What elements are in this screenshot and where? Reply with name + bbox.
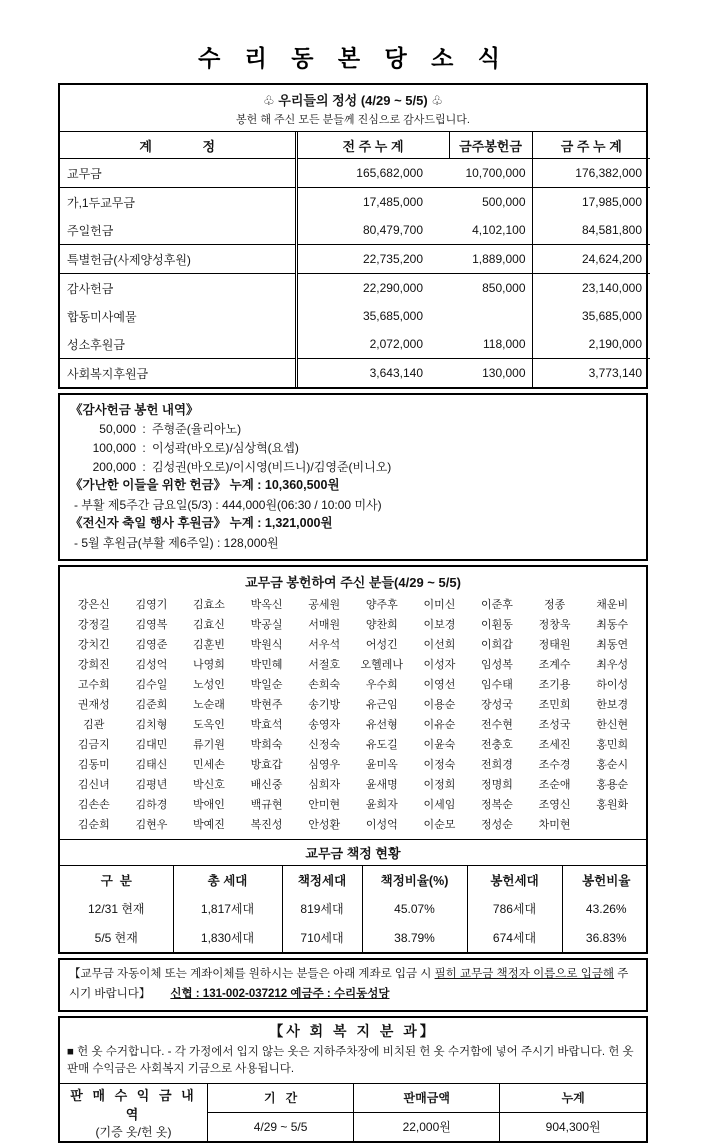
this-week-offering: 10,700,000 [449, 159, 532, 188]
donor-name: 김효소 [193, 599, 225, 612]
donor-name: 강희진 [77, 659, 110, 672]
donor-name: 송영자 [308, 719, 341, 732]
sales-period-value: 4/29 ~ 5/5 [208, 1112, 354, 1140]
assessment-title: 교무금 책정 현황 [60, 839, 646, 866]
donor-name: 김영기 [135, 599, 168, 612]
donor-name: 조민희 [538, 699, 571, 712]
thanks-detail-box [58, 393, 648, 561]
notice-underlined-text: 필히 교무금 책정자 이름으로 입금해 [434, 968, 615, 981]
donor-name: 박공실 [250, 619, 283, 632]
account-label: 감사헌금 [60, 274, 296, 303]
offering-row [60, 359, 650, 388]
donor-name: 김영복 [135, 619, 168, 632]
donor-name: 서매원 [308, 619, 341, 632]
assessment-cell: 786세대 [467, 894, 562, 923]
transfer-notice-box [58, 958, 648, 1012]
donor-name: 정명희 [481, 779, 513, 792]
donor-name: 조수경 [538, 759, 571, 772]
prev-week-total: 22,290,000 [362, 281, 423, 295]
donor-name: 우수희 [365, 679, 398, 692]
assessment-cell: 36.83% [562, 923, 650, 952]
this-week-total: 2,190,000 [532, 330, 650, 359]
offering-row [60, 330, 650, 359]
thanks-donor-names: 이성곽(바오로)/심상혁(요셉) [152, 440, 299, 455]
thanks-title: 《감사헌금 봉헌 내역》 [70, 403, 199, 417]
donor-name: 오헬레나 [360, 659, 404, 672]
donor-name: 이정숙 [423, 759, 456, 772]
donor-name: 이보경 [423, 619, 456, 632]
this-week-offering: 130,000 [449, 359, 532, 388]
event-fund-detail: - 5월 후원금(부활 제6주일) : 128,000원 [74, 535, 279, 550]
col-header-account: 계 정 [60, 132, 296, 159]
account-label: 성소후원금 [60, 330, 296, 359]
donor-name: 강은신 [77, 599, 110, 612]
thanks-amount: 50,000 [99, 422, 136, 437]
sales-col-cumulative: 누계 [500, 1083, 646, 1112]
account-label: 교무금 [60, 159, 296, 188]
col-header-prev-total: 전 주 누 계 [296, 132, 449, 159]
donor-name: 박애인 [193, 799, 225, 812]
notice-suffix: 주시기 바랍니다】 [69, 968, 629, 1000]
donor-name: 고수희 [77, 679, 110, 692]
donor-name: 정성순 [481, 819, 513, 832]
donor-name: 홍민희 [596, 739, 629, 752]
donor-name: 류기원 [193, 739, 225, 752]
event-fund-title: 《전신자 축일 행사 후원금》 누계 : 1,321,000원 [70, 516, 333, 531]
donor-name: 박옥신 [250, 599, 283, 612]
donor-name: 민세손 [193, 759, 225, 772]
donor-name: 조기용 [538, 679, 571, 692]
donor-name: 이성억 [365, 819, 398, 832]
this-week-offering: 4,102,100 [449, 216, 532, 245]
account-label: 합동미사예물 [60, 302, 296, 330]
this-week-offering: 118,000 [449, 330, 532, 359]
this-week-offering: 850,000 [449, 274, 532, 303]
thanks-item-line [70, 439, 636, 458]
donor-name: 김성억 [135, 659, 168, 672]
donor-name: 임성복 [481, 659, 513, 672]
donor-name: 이선희 [423, 639, 456, 652]
assessment-header-row [60, 866, 650, 894]
offering-subheader: 봉헌 해 주신 모든 분들께 진심으로 감사드립니다. [60, 110, 646, 132]
donor-name: 박민혜 [250, 659, 283, 672]
donor-name: 유선형 [365, 719, 398, 732]
sales-amount-value: 22,000원 [354, 1112, 500, 1140]
donors-grid [60, 594, 646, 839]
offering-row [60, 245, 650, 274]
donor-name: 안성환 [308, 819, 341, 832]
thanks-items [70, 420, 636, 476]
assessment-cell: 5/5 현재 [94, 931, 138, 946]
donor-name: 정종 [543, 599, 566, 612]
donor-name: 전희경 [481, 759, 513, 772]
account-label: 사회복지후원금 [60, 359, 296, 388]
assessment-row [60, 894, 650, 923]
donor-name: 김하경 [135, 799, 168, 812]
offering-row [60, 216, 650, 245]
donor-name: 어성긴 [365, 639, 398, 652]
donor-name: 조영신 [538, 799, 571, 812]
donor-name: 이용순 [423, 699, 456, 712]
donor-name: 김치형 [135, 719, 168, 732]
donor-name: 홍순시 [596, 759, 629, 772]
this-week-total: 23,140,000 [581, 281, 642, 295]
sales-col-period: 기 간 [208, 1083, 354, 1112]
donor-name: 김신녀 [77, 779, 110, 792]
account-label: 주일헌금 [60, 216, 296, 245]
donor-name: 최동연 [596, 639, 629, 652]
this-week-offering [449, 302, 532, 330]
donor-name: 조계수 [538, 659, 571, 672]
donor-name: 한보경 [596, 699, 629, 712]
donor-name: 방효갑 [250, 759, 283, 772]
this-week-total: 176,382,000 [532, 159, 650, 188]
offering-table-body [60, 159, 650, 388]
welfare-box [58, 1016, 648, 1143]
donors-title: 교무금 봉헌하여 주신 분들(4/29 ~ 5/5) [245, 575, 461, 591]
assessment-col-header: 봉헌세대 [467, 866, 562, 894]
donor-name: 양찬희 [365, 619, 398, 632]
donor-name: 이미신 [423, 599, 456, 612]
donor-name: 심희자 [308, 779, 341, 792]
col-header-week-offering: 금주봉헌금 [449, 132, 532, 159]
this-week-total: 84,581,800 [532, 216, 650, 245]
donors-box [58, 565, 648, 954]
donor-name: 전충호 [481, 739, 513, 752]
donor-name: 김동미 [77, 759, 110, 772]
donor-name: 권재성 [77, 699, 110, 712]
welfare-body-text: ■ 헌 옷 수거합니다. - 각 가정에서 입지 않는 옷은 지하주차장에 비치된 헌 옷 수거함에 넣어 주시기 바랍니다. 헌 옷 판매 수익금은 사회복지 기금으로 사용됩니다. [67, 1046, 634, 1076]
offering-table-header-row [60, 132, 650, 159]
donor-name: 박원식 [250, 639, 283, 652]
donor-name: 정태원 [538, 639, 571, 652]
donor-name: 이희갑 [481, 639, 513, 652]
donor-name: 박현주 [250, 699, 283, 712]
assessment-cell: 38.79% [362, 923, 467, 952]
donor-name: 김현우 [135, 819, 168, 832]
sales-row-header-line2: (기증 옷/헌 옷) [95, 1124, 172, 1139]
donor-name: 강치긴 [77, 639, 110, 652]
offering-row [60, 274, 650, 303]
offering-row [60, 188, 650, 217]
donor-name: 김수일 [135, 679, 168, 692]
this-week-total: 3,773,140 [588, 366, 642, 380]
donor-name: 김영준 [135, 639, 168, 652]
donor-name: 노성인 [193, 679, 225, 692]
donor-name: 도옥인 [193, 719, 225, 732]
assessment-cell: 12/31 현재 [87, 902, 145, 917]
colon-separator: : [142, 459, 146, 474]
offering-row [60, 159, 650, 188]
donor-name: 서절호 [308, 659, 341, 672]
donor-name: 김금지 [77, 739, 110, 752]
donor-name: 김평년 [135, 779, 168, 792]
account-label: 특별헌금(사제양성후원) [60, 245, 296, 274]
donor-name: 신정숙 [308, 739, 341, 752]
donor-name: 이성자 [423, 659, 456, 672]
this-week-total: 24,624,200 [532, 245, 650, 274]
sales-row-header [60, 1083, 208, 1141]
donor-name: 이정희 [423, 779, 456, 792]
donor-name: 유근임 [365, 699, 398, 712]
bank-account-info: 신협 : 131-002-037212 예금주 : 수리동성당 [170, 987, 390, 1000]
assessment-cell: 710세대 [282, 923, 362, 952]
donor-name: 이세임 [423, 799, 456, 812]
this-week-total: 35,685,000 [581, 309, 642, 323]
donor-name: 복진성 [250, 819, 283, 832]
thanks-item-line [70, 458, 636, 477]
donor-name: 임수태 [481, 679, 513, 692]
assessment-col-header: 책정세대 [282, 866, 362, 894]
donor-name: 홍원화 [596, 799, 629, 812]
welfare-title: 【사 회 복 지 분 과】 [269, 1023, 437, 1040]
thanks-item-line [70, 420, 636, 439]
col-header-week-total: 금 주 누 계 [532, 132, 650, 159]
donor-name: 윤미옥 [365, 759, 398, 772]
donor-name: 송기방 [308, 699, 341, 712]
donor-name: 정복순 [481, 799, 513, 812]
donor-name: 양주후 [365, 599, 398, 612]
donor-name [583, 816, 641, 832]
donor-name: 이준후 [481, 599, 513, 612]
thanks-amount: 100,000 [92, 440, 136, 455]
donor-name: 강정길 [77, 619, 110, 632]
sales-row-header-line1: 판 매 수 익 금 내 역 [70, 1087, 197, 1122]
donor-name: 이영선 [423, 679, 456, 692]
donor-name: 윤희자 [365, 799, 398, 812]
offering-summary-box [58, 83, 648, 389]
donor-name: 김준희 [135, 699, 168, 712]
assessment-cell: 43.26% [562, 894, 650, 923]
assessment-body [60, 894, 650, 952]
donor-name: 이유순 [423, 719, 456, 732]
donor-name: 심영우 [308, 759, 341, 772]
this-week-offering: 1,889,000 [449, 245, 532, 274]
donor-name: 박일순 [250, 679, 283, 692]
donor-name: 전수현 [481, 719, 513, 732]
colon-separator: : [142, 440, 146, 455]
donor-name: 나영희 [193, 659, 225, 672]
donor-name: 김관 [83, 719, 105, 732]
donor-name: 이윤숙 [423, 739, 456, 752]
assessment-row [60, 923, 650, 952]
bulletin-content [58, 83, 648, 1143]
donor-name: 최우성 [596, 659, 629, 672]
sales-col-amount: 판매금액 [354, 1083, 500, 1112]
donor-name: 김태신 [135, 759, 168, 772]
page-title: 수 리 동 본 당 소 식 [198, 45, 509, 71]
assessment-table [60, 866, 650, 952]
sales-cumulative-value: 904,300원 [500, 1112, 646, 1140]
assessment-cell: 819세대 [282, 894, 362, 923]
donor-name: 손희숙 [308, 679, 341, 692]
sales-header-row [60, 1083, 646, 1112]
donor-name: 노순래 [193, 699, 225, 712]
assessment-col-header: 봉헌비율 [562, 866, 650, 894]
prev-week-total: 2,072,000 [296, 330, 449, 359]
assessment-col-header: 총 세대 [173, 866, 282, 894]
prev-week-total: 80,479,700 [296, 216, 449, 245]
donor-name: 정창욱 [538, 619, 571, 632]
sales-table [60, 1083, 646, 1141]
donor-name: 박신호 [193, 779, 225, 792]
this-week-offering: 500,000 [449, 188, 532, 217]
donor-name: 박희숙 [250, 739, 283, 752]
donor-name: 백규현 [250, 799, 283, 812]
prev-week-total: 165,682,000 [296, 159, 449, 188]
offering-table [60, 132, 650, 387]
donor-name: 배신중 [250, 779, 283, 792]
donor-name: 조순애 [538, 779, 571, 792]
this-week-total: 17,985,000 [581, 195, 642, 209]
prev-week-total: 3,643,140 [369, 366, 423, 380]
assessment-col-header: 책정비율(%) [362, 866, 467, 894]
donor-name: 김손손 [77, 799, 110, 812]
prev-week-total: 35,685,000 [362, 309, 423, 323]
donor-name: 김효신 [193, 619, 225, 632]
donor-name: 안미현 [308, 799, 341, 812]
prev-week-total: 17,485,000 [362, 195, 423, 209]
donor-name: 윤새명 [365, 779, 398, 792]
donor-name: 서우석 [308, 639, 341, 652]
donor-name: 김순희 [77, 819, 110, 832]
offering-header: ♧ 우리들의 정성 (4/29 ~ 5/5) ♧ [263, 93, 443, 108]
donor-name: 조세진 [538, 739, 571, 752]
donor-name: 이훤동 [481, 619, 513, 632]
assessment-col-header: 구 분 [100, 874, 132, 889]
assessment-cell: 1,830세대 [173, 923, 282, 952]
donor-name: 장성국 [481, 699, 513, 712]
donor-name: 박예진 [193, 819, 225, 832]
assessment-cell: 45.07% [362, 894, 467, 923]
donor-name: 홍용순 [596, 779, 629, 792]
donor-name: 하이성 [596, 679, 629, 692]
donor-name: 한신현 [596, 719, 629, 732]
poor-fund-title: 《가난한 이들을 위한 헌금》 누계 : 10,360,500원 [70, 478, 340, 493]
donor-name: 최동수 [596, 619, 629, 632]
thanks-amount: 200,000 [92, 459, 136, 474]
donor-name: 조성국 [538, 719, 571, 732]
donor-name: 공세원 [308, 599, 341, 612]
account-label: 가,1두교무금 [60, 188, 296, 217]
donor-name: 김훈빈 [193, 639, 225, 652]
poor-fund-detail: - 부활 제5주간 금요일(5/3) : 444,000원(06:30 / 10:00 미사) [74, 497, 382, 512]
donor-name: 채운비 [596, 599, 629, 612]
offering-row [60, 302, 650, 330]
prev-week-total: 22,735,200 [296, 245, 449, 274]
thanks-donor-names: 김성권(바오로)/이시영(비드니)/김영준(비니오) [152, 459, 392, 474]
donor-name: 차미현 [538, 819, 571, 832]
thanks-donor-names: 주형준(율리아노) [152, 422, 242, 437]
donor-name: 유도길 [365, 739, 398, 752]
donor-name: 박효석 [250, 719, 283, 732]
colon-separator: : [142, 422, 146, 437]
assessment-cell: 1,817세대 [173, 894, 282, 923]
donor-name: 김대민 [135, 739, 168, 752]
notice-text: 【교무금 자동이체 또는 계좌이체를 원하시는 분들은 아래 계좌로 입금 시 [69, 968, 435, 981]
assessment-cell: 674세대 [467, 923, 562, 952]
donor-name: 이순모 [423, 819, 456, 832]
